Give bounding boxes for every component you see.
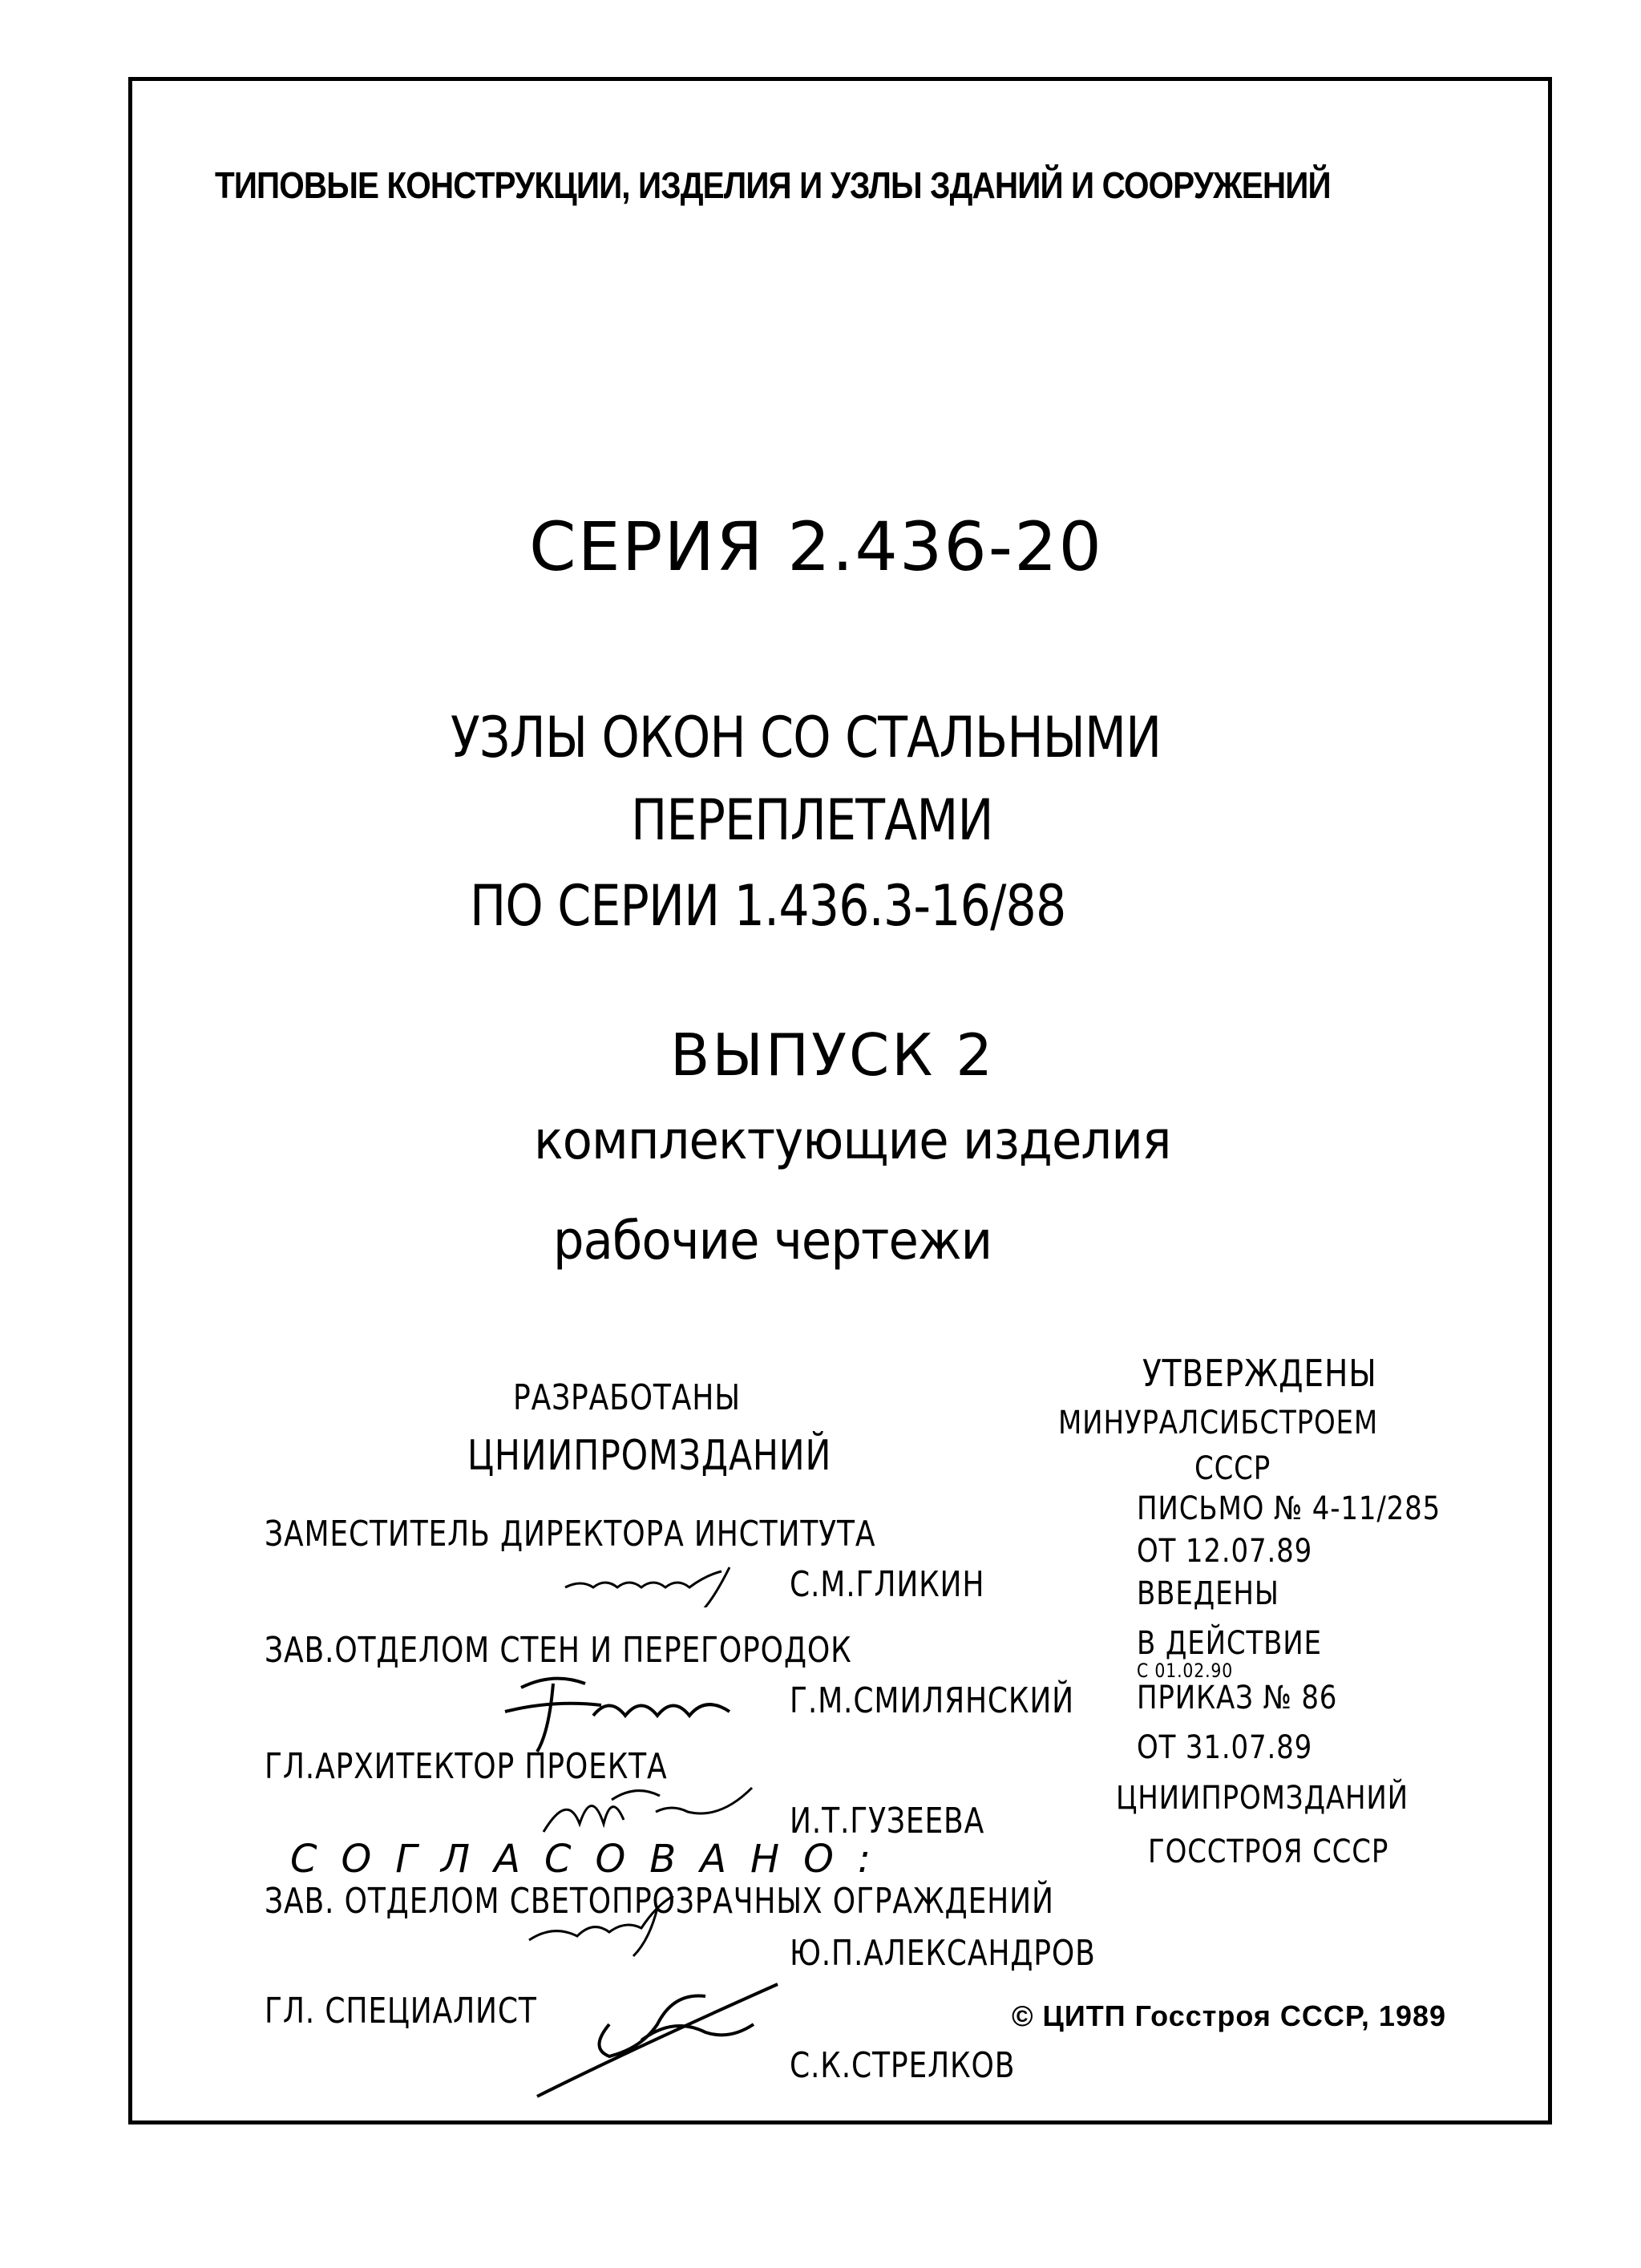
agreed-role-position: ЗАВ. ОТДЕЛОМ СВЕТОПРОЗРАЧНЫХ ОГРАЖДЕНИЙ [265,1881,1054,1922]
approved-line: ЦНИИПРОМЗДАНИЙ [1116,1780,1409,1817]
agreed-role-name: Ю.П.АЛЕКСАНДРОВ [790,1933,1096,1974]
agreed-label: СОГЛАСОВАНО: [290,1837,895,1882]
developed-heading: РАЗРАБОТАНЫ [513,1377,741,1418]
subtitle-components: комплектующие изделия [534,1110,1171,1171]
approved-line: ОТ 12.07.89 [1137,1533,1313,1570]
approved-line: ПИСЬМО № 4-11/285 [1137,1490,1441,1527]
role-position: ЗАМЕСТИТЕЛЬ ДИРЕКТОРА ИНСТИТУТА [265,1514,876,1554]
title-line-3: ПО СЕРИИ 1.436.3-16/88 [470,873,1066,939]
approved-line: ПРИКАЗ № 86 [1137,1680,1338,1716]
title-line-2: ПЕРЕПЛЕТАМИ [631,787,993,853]
approved-line: ВВЕДЕНЫ [1137,1575,1279,1612]
signature-aleksandrov [513,1896,721,1968]
approved-line: СССР [1194,1450,1271,1487]
role-position: ЗАВ.ОТДЕЛОМ СТЕН И ПЕРЕГОРОДОК [265,1630,852,1671]
role-name: Г.М.СМИЛЯНСКИЙ [790,1680,1074,1721]
subtitle-drawings: рабочие чертежи [553,1210,992,1271]
approved-line: УТВЕРЖДЕНЫ [1142,1352,1377,1395]
approved-line: МИНУРАЛСИБСТРОЕМ [1058,1405,1379,1441]
signature-smilyansky [473,1668,762,1756]
document-header: ТИПОВЫЕ КОНСТРУКЦИИ, ИЗДЕЛИЯ И УЗЛЫ ЗДАНИЙ И СООРУЖЕНИЙ [215,164,1331,206]
agreed-role-position: ГЛ. СПЕЦИАЛИСТ [265,1991,537,2031]
series-number: СЕРИЯ 2.436-20 [529,507,1103,586]
approved-line: ГОССТРОЯ СССР [1148,1833,1389,1870]
signature-strelkov [513,1976,818,2104]
developed-org: ЦНИИПРОМЗДАНИЙ [467,1432,832,1480]
issue-number: ВЫПУСК 2 [670,1021,996,1089]
approved-effective-date: С 01.02.90 [1137,1660,1234,1682]
signature-glikin [561,1551,770,1607]
role-position: ГЛ.АРХИТЕКТОР ПРОЕКТА [265,1746,668,1787]
approved-line: ОТ 31.07.89 [1137,1729,1313,1766]
copyright-notice: © ЦИТП Госстроя СССР, 1989 [1012,1999,1447,2032]
signature-guzeeva [536,1776,776,1848]
agreed-role-name: С.К.СТРЕЛКОВ [790,2045,1016,2086]
approved-line: В ДЕЙСТВИЕ [1137,1625,1322,1662]
role-name: И.Т.ГУЗЕЕВА [790,1801,985,1841]
title-line-1: УЗЛЫ ОКОН СО СТАЛЬНЫМИ [451,705,1162,770]
role-name: С.М.ГЛИКИН [790,1564,985,1605]
